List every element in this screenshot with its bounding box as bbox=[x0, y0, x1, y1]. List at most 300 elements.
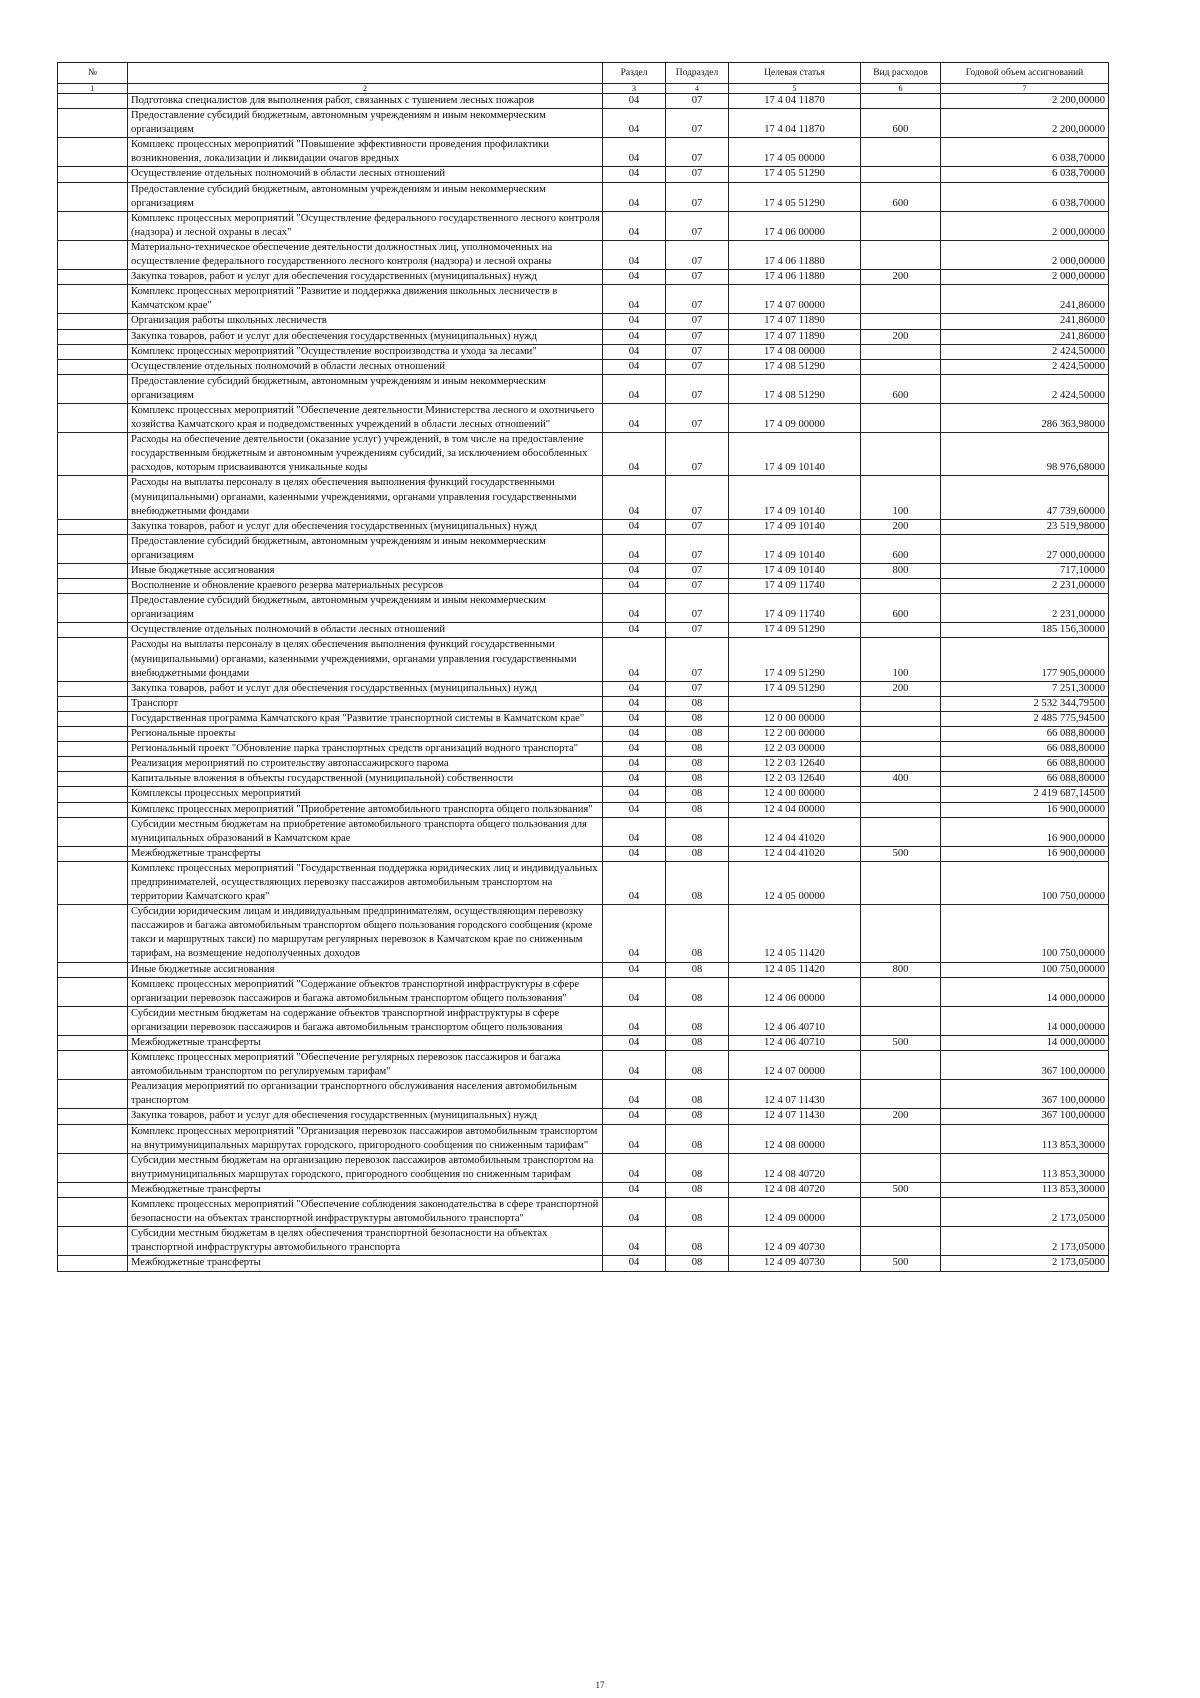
row-number bbox=[58, 240, 128, 269]
row-expense-type bbox=[861, 727, 941, 742]
row-name: Капитальные вложения в объекты государственной (муниципальной) собственности bbox=[128, 772, 603, 787]
row-section: 04 bbox=[603, 374, 666, 403]
row-subsection: 08 bbox=[666, 1080, 729, 1109]
row-name: Региональные проекты bbox=[128, 727, 603, 742]
row-target-item: 17 4 06 11880 bbox=[729, 270, 861, 285]
row-name: Закупка товаров, работ и услуг для обеспечения государственных (муниципальных) нужд bbox=[128, 681, 603, 696]
row-amount: 66 088,80000 bbox=[941, 772, 1109, 787]
row-number bbox=[58, 1051, 128, 1080]
row-name: Закупка товаров, работ и услуг для обеспечения государственных (муниципальных) нужд bbox=[128, 519, 603, 534]
table-row bbox=[58, 240, 1109, 269]
row-expense-type: 800 bbox=[861, 564, 941, 579]
table-row bbox=[58, 1227, 1109, 1256]
row-section: 04 bbox=[603, 138, 666, 167]
row-expense-type bbox=[861, 240, 941, 269]
row-amount: 2 000,00000 bbox=[941, 240, 1109, 269]
row-subsection: 08 bbox=[666, 1051, 729, 1080]
row-number bbox=[58, 94, 128, 109]
row-amount: 14 000,00000 bbox=[941, 977, 1109, 1006]
row-section: 04 bbox=[603, 314, 666, 329]
row-expense-type bbox=[861, 403, 941, 432]
row-name: Комплекс процессных мероприятий "Обеспечение соблюдения законодательства в сфере транспортной безопасности на объектах транспортной инфраструктуры автомобильного транспорта" bbox=[128, 1198, 603, 1227]
row-section: 04 bbox=[603, 846, 666, 861]
row-name: Межбюджетные трансферты bbox=[128, 846, 603, 861]
table-row bbox=[58, 534, 1109, 563]
row-name: Расходы на обеспечение деятельности (оказание услуг) учреждений, в том числе на предоставление государственным бюджетным и автономным учреждениям субсидий, за исключением обособленных расходов, которым присваиваются уникальные коды bbox=[128, 433, 603, 476]
row-expense-type: 100 bbox=[861, 638, 941, 681]
row-target-item: 12 4 05 00000 bbox=[729, 861, 861, 904]
row-target-item: 17 4 05 00000 bbox=[729, 138, 861, 167]
row-subsection: 07 bbox=[666, 534, 729, 563]
row-number bbox=[58, 374, 128, 403]
row-amount: 98 976,68000 bbox=[941, 433, 1109, 476]
row-subsection: 08 bbox=[666, 1198, 729, 1227]
header-col-number-4: 4 bbox=[666, 84, 729, 94]
row-amount: 16 900,00000 bbox=[941, 817, 1109, 846]
row-target-item: 17 4 09 00000 bbox=[729, 403, 861, 432]
table-row bbox=[58, 476, 1109, 519]
row-name: Закупка товаров, работ и услуг для обеспечения государственных (муниципальных) нужд bbox=[128, 270, 603, 285]
row-number bbox=[58, 977, 128, 1006]
row-subsection: 07 bbox=[666, 182, 729, 211]
row-number bbox=[58, 564, 128, 579]
row-subsection: 08 bbox=[666, 757, 729, 772]
table-row bbox=[58, 594, 1109, 623]
row-amount: 16 900,00000 bbox=[941, 802, 1109, 817]
row-amount: 23 519,98000 bbox=[941, 519, 1109, 534]
row-number bbox=[58, 1153, 128, 1182]
table-row bbox=[58, 861, 1109, 904]
row-amount: 6 038,70000 bbox=[941, 182, 1109, 211]
row-expense-type bbox=[861, 344, 941, 359]
row-amount: 2 419 687,14500 bbox=[941, 787, 1109, 802]
row-number bbox=[58, 802, 128, 817]
budget-allocation-table bbox=[57, 62, 1109, 1272]
header-col-number-7: 7 bbox=[941, 84, 1109, 94]
row-name: Субсидии местным бюджетам в целях обеспечения транспортной безопасности на объектах транспортной инфраструктуры автомобильного транспорта bbox=[128, 1227, 603, 1256]
row-target-item: 17 4 08 51290 bbox=[729, 359, 861, 374]
row-subsection: 08 bbox=[666, 1124, 729, 1153]
row-section: 04 bbox=[603, 696, 666, 711]
row-expense-type: 600 bbox=[861, 109, 941, 138]
row-section: 04 bbox=[603, 579, 666, 594]
row-expense-type bbox=[861, 742, 941, 757]
row-amount: 100 750,00000 bbox=[941, 962, 1109, 977]
row-name: Реализация мероприятий по строительству автопассажирского парома bbox=[128, 757, 603, 772]
row-section: 04 bbox=[603, 802, 666, 817]
row-target-item: 12 2 03 12640 bbox=[729, 772, 861, 787]
row-expense-type bbox=[861, 1198, 941, 1227]
row-expense-type bbox=[861, 1051, 941, 1080]
row-number bbox=[58, 1227, 128, 1256]
row-number bbox=[58, 1109, 128, 1124]
row-expense-type: 800 bbox=[861, 962, 941, 977]
row-number bbox=[58, 1256, 128, 1271]
row-section: 04 bbox=[603, 905, 666, 962]
table-row bbox=[58, 1080, 1109, 1109]
row-number bbox=[58, 1182, 128, 1197]
table-row bbox=[58, 817, 1109, 846]
table-row bbox=[58, 579, 1109, 594]
row-name: Расходы на выплаты персоналу в целях обеспечения выполнения функций государственными (муниципальными) органами, казенными учреждениями, органами управления государственными внебюджетными фондами bbox=[128, 638, 603, 681]
row-number bbox=[58, 314, 128, 329]
row-target-item: 17 4 09 10140 bbox=[729, 476, 861, 519]
row-amount: 66 088,80000 bbox=[941, 757, 1109, 772]
row-subsection: 07 bbox=[666, 344, 729, 359]
row-amount: 6 038,70000 bbox=[941, 167, 1109, 182]
row-amount: 2 000,00000 bbox=[941, 270, 1109, 285]
row-target-item: 17 4 07 00000 bbox=[729, 285, 861, 314]
table-row bbox=[58, 696, 1109, 711]
row-subsection: 07 bbox=[666, 329, 729, 344]
row-target-item: 12 4 04 00000 bbox=[729, 802, 861, 817]
header-annual-amount: Годовой объем ассигнований bbox=[941, 63, 1109, 84]
budget-table-sheet bbox=[57, 62, 1108, 1272]
row-subsection: 08 bbox=[666, 1182, 729, 1197]
row-number bbox=[58, 817, 128, 846]
row-name: Комплекс процессных мероприятий "Обеспечение деятельности Министерства лесного и охотничьего хозяйства Камчатского края и подведомственных учреждений в области лесных отношений" bbox=[128, 403, 603, 432]
row-name: Иные бюджетные ассигнования bbox=[128, 564, 603, 579]
table-row bbox=[58, 711, 1109, 726]
header-target-item: Целевая статья bbox=[729, 63, 861, 84]
row-amount: 286 363,98000 bbox=[941, 403, 1109, 432]
row-name: Подготовка специалистов для выполнения работ, связанных с тушением лесных пожаров bbox=[128, 94, 603, 109]
row-amount: 113 853,30000 bbox=[941, 1124, 1109, 1153]
row-name: Межбюджетные трансферты bbox=[128, 1036, 603, 1051]
header-col-number-6: 6 bbox=[861, 84, 941, 94]
row-section: 04 bbox=[603, 1036, 666, 1051]
row-subsection: 08 bbox=[666, 1256, 729, 1271]
row-number bbox=[58, 681, 128, 696]
row-section: 04 bbox=[603, 109, 666, 138]
row-section: 04 bbox=[603, 564, 666, 579]
row-amount: 100 750,00000 bbox=[941, 861, 1109, 904]
row-target-item: 17 4 06 00000 bbox=[729, 211, 861, 240]
table-row bbox=[58, 109, 1109, 138]
row-name: Межбюджетные трансферты bbox=[128, 1182, 603, 1197]
row-section: 04 bbox=[603, 285, 666, 314]
row-amount: 2 532 344,79500 bbox=[941, 696, 1109, 711]
row-section: 04 bbox=[603, 1124, 666, 1153]
row-name: Закупка товаров, работ и услуг для обеспечения государственных (муниципальных) нужд bbox=[128, 1109, 603, 1124]
table-row bbox=[58, 94, 1109, 109]
row-target-item: 12 4 09 40730 bbox=[729, 1227, 861, 1256]
row-number bbox=[58, 638, 128, 681]
row-subsection: 07 bbox=[666, 476, 729, 519]
table-row bbox=[58, 329, 1109, 344]
row-expense-type bbox=[861, 138, 941, 167]
row-expense-type bbox=[861, 167, 941, 182]
row-section: 04 bbox=[603, 623, 666, 638]
table-header bbox=[58, 63, 1109, 94]
row-target-item: 12 4 04 41020 bbox=[729, 817, 861, 846]
row-section: 04 bbox=[603, 787, 666, 802]
row-number bbox=[58, 787, 128, 802]
row-amount: 2 231,00000 bbox=[941, 579, 1109, 594]
row-expense-type bbox=[861, 211, 941, 240]
row-subsection: 07 bbox=[666, 433, 729, 476]
row-number bbox=[58, 772, 128, 787]
row-subsection: 07 bbox=[666, 94, 729, 109]
row-section: 04 bbox=[603, 1109, 666, 1124]
row-target-item: 12 4 09 00000 bbox=[729, 1198, 861, 1227]
row-number bbox=[58, 1080, 128, 1109]
table-row bbox=[58, 1006, 1109, 1035]
row-target-item: 17 4 04 11870 bbox=[729, 109, 861, 138]
row-target-item: 17 4 09 10140 bbox=[729, 534, 861, 563]
row-name: Предоставление субсидий бюджетным, автономным учреждениям и иным некоммерческим организациям bbox=[128, 534, 603, 563]
row-subsection: 08 bbox=[666, 817, 729, 846]
row-name: Иные бюджетные ассигнования bbox=[128, 962, 603, 977]
row-target-item: 17 4 09 10140 bbox=[729, 433, 861, 476]
row-name: Межбюджетные трансферты bbox=[128, 1256, 603, 1271]
row-target-item: 17 4 09 51290 bbox=[729, 681, 861, 696]
row-expense-type bbox=[861, 94, 941, 109]
row-section: 04 bbox=[603, 681, 666, 696]
row-amount: 2 200,00000 bbox=[941, 109, 1109, 138]
row-subsection: 08 bbox=[666, 742, 729, 757]
row-target-item: 17 4 09 51290 bbox=[729, 623, 861, 638]
row-section: 04 bbox=[603, 1153, 666, 1182]
table-row bbox=[58, 802, 1109, 817]
row-target-item: 12 4 07 11430 bbox=[729, 1080, 861, 1109]
row-expense-type: 200 bbox=[861, 270, 941, 285]
table-row bbox=[58, 727, 1109, 742]
row-number bbox=[58, 534, 128, 563]
row-expense-type: 600 bbox=[861, 374, 941, 403]
table-row bbox=[58, 1198, 1109, 1227]
row-target-item: 17 4 07 11890 bbox=[729, 314, 861, 329]
row-amount: 367 100,00000 bbox=[941, 1051, 1109, 1080]
row-amount: 66 088,80000 bbox=[941, 727, 1109, 742]
row-subsection: 08 bbox=[666, 1227, 729, 1256]
row-name: Комплекс процессных мероприятий "Содержание объектов транспортной инфраструктуры в сфере организации перевозок пассажиров и багажа автомобильным транспортом общего пользования" bbox=[128, 977, 603, 1006]
row-expense-type: 600 bbox=[861, 534, 941, 563]
row-name: Комплекс процессных мероприятий "Обеспечение регулярных перевозок пассажиров и багажа автомобильным транспортом по регулируемым тарифам" bbox=[128, 1051, 603, 1080]
table-row bbox=[58, 962, 1109, 977]
table-row bbox=[58, 742, 1109, 757]
row-expense-type bbox=[861, 623, 941, 638]
row-expense-type: 600 bbox=[861, 594, 941, 623]
row-name: Восполнение и обновление краевого резерва материальных ресурсов bbox=[128, 579, 603, 594]
row-expense-type: 200 bbox=[861, 681, 941, 696]
row-target-item: 12 2 03 12640 bbox=[729, 757, 861, 772]
row-target-item: 12 4 07 00000 bbox=[729, 1051, 861, 1080]
row-expense-type bbox=[861, 861, 941, 904]
row-target-item: 12 4 07 11430 bbox=[729, 1109, 861, 1124]
row-name: Предоставление субсидий бюджетным, автономным учреждениям и иным некоммерческим организациям bbox=[128, 109, 603, 138]
row-name: Региональный проект "Обновление парка транспортных средств организаций водного транспорта" bbox=[128, 742, 603, 757]
row-target-item: 17 4 09 11740 bbox=[729, 594, 861, 623]
row-name: Субсидии местным бюджетам на организацию перевозок пассажиров автомобильным транспортом на внутримуниципальных маршрутах городского, пригородного сообщения по сниженным тарифам bbox=[128, 1153, 603, 1182]
header-subsection: Подраздел bbox=[666, 63, 729, 84]
row-name: Комплекс процессных мероприятий "Развитие и поддержка движения школьных лесничеств в Камчатском крае" bbox=[128, 285, 603, 314]
row-expense-type bbox=[861, 817, 941, 846]
row-subsection: 07 bbox=[666, 519, 729, 534]
row-amount: 367 100,00000 bbox=[941, 1109, 1109, 1124]
row-number bbox=[58, 138, 128, 167]
row-subsection: 07 bbox=[666, 374, 729, 403]
table-row bbox=[58, 564, 1109, 579]
row-section: 04 bbox=[603, 94, 666, 109]
row-subsection: 08 bbox=[666, 727, 729, 742]
row-amount: 14 000,00000 bbox=[941, 1036, 1109, 1051]
table-row bbox=[58, 138, 1109, 167]
row-subsection: 08 bbox=[666, 962, 729, 977]
table-row bbox=[58, 519, 1109, 534]
row-amount: 717,10000 bbox=[941, 564, 1109, 579]
header-name bbox=[128, 63, 603, 84]
row-section: 04 bbox=[603, 329, 666, 344]
row-subsection: 07 bbox=[666, 138, 729, 167]
header-col-number-2: 2 bbox=[128, 84, 603, 94]
row-subsection: 08 bbox=[666, 977, 729, 1006]
row-subsection: 07 bbox=[666, 285, 729, 314]
row-expense-type bbox=[861, 285, 941, 314]
row-name: Комплекс процессных мероприятий "Осуществление федерального государственного лесного контроля (надзора) и лесной охраны в лесах" bbox=[128, 211, 603, 240]
row-number bbox=[58, 476, 128, 519]
row-target-item: 12 4 05 11420 bbox=[729, 905, 861, 962]
row-name: Осуществление отдельных полномочий в области лесных отношений bbox=[128, 167, 603, 182]
row-section: 04 bbox=[603, 1182, 666, 1197]
table-row bbox=[58, 757, 1109, 772]
row-number bbox=[58, 403, 128, 432]
row-subsection: 08 bbox=[666, 1153, 729, 1182]
row-number bbox=[58, 696, 128, 711]
row-target-item: 12 4 08 40720 bbox=[729, 1182, 861, 1197]
row-expense-type: 500 bbox=[861, 1182, 941, 1197]
row-number bbox=[58, 905, 128, 962]
row-subsection: 07 bbox=[666, 211, 729, 240]
table-row bbox=[58, 270, 1109, 285]
row-expense-type bbox=[861, 977, 941, 1006]
table-row bbox=[58, 314, 1109, 329]
row-target-item: 12 4 00 00000 bbox=[729, 787, 861, 802]
row-subsection: 07 bbox=[666, 623, 729, 638]
table-row bbox=[58, 1124, 1109, 1153]
row-section: 04 bbox=[603, 861, 666, 904]
row-name: Субсидии местным бюджетам на приобретение автомобильного транспорта общего пользования для муниципальных образований в Камчатском крае bbox=[128, 817, 603, 846]
row-target-item: 12 4 05 11420 bbox=[729, 962, 861, 977]
row-section: 04 bbox=[603, 1051, 666, 1080]
row-target-item: 17 4 05 51290 bbox=[729, 167, 861, 182]
row-section: 04 bbox=[603, 1006, 666, 1035]
row-target-item: 12 0 00 00000 bbox=[729, 711, 861, 726]
row-section: 04 bbox=[603, 977, 666, 1006]
row-name: Организация работы школьных лесничеств bbox=[128, 314, 603, 329]
row-amount: 367 100,00000 bbox=[941, 1080, 1109, 1109]
row-section: 04 bbox=[603, 211, 666, 240]
row-number bbox=[58, 109, 128, 138]
table-row bbox=[58, 1153, 1109, 1182]
row-expense-type bbox=[861, 757, 941, 772]
row-section: 04 bbox=[603, 772, 666, 787]
row-number bbox=[58, 167, 128, 182]
table-row bbox=[58, 681, 1109, 696]
row-number bbox=[58, 861, 128, 904]
row-expense-type bbox=[861, 1124, 941, 1153]
row-number bbox=[58, 962, 128, 977]
header-expense-type: Вид расходов bbox=[861, 63, 941, 84]
table-row bbox=[58, 787, 1109, 802]
row-amount: 2 173,05000 bbox=[941, 1227, 1109, 1256]
row-expense-type: 600 bbox=[861, 182, 941, 211]
row-subsection: 08 bbox=[666, 861, 729, 904]
row-amount: 47 739,60000 bbox=[941, 476, 1109, 519]
row-target-item: 12 4 06 40710 bbox=[729, 1006, 861, 1035]
header-section: Раздел bbox=[603, 63, 666, 84]
row-section: 04 bbox=[603, 817, 666, 846]
row-subsection: 08 bbox=[666, 846, 729, 861]
row-subsection: 07 bbox=[666, 403, 729, 432]
row-number bbox=[58, 270, 128, 285]
row-name: Комплекс процессных мероприятий "Осуществление воспроизводства и ухода за лесами" bbox=[128, 344, 603, 359]
row-target-item: 12 2 00 00000 bbox=[729, 727, 861, 742]
row-target-item: 17 4 08 00000 bbox=[729, 344, 861, 359]
row-expense-type: 500 bbox=[861, 1036, 941, 1051]
row-number bbox=[58, 1006, 128, 1035]
row-number bbox=[58, 182, 128, 211]
row-subsection: 08 bbox=[666, 711, 729, 726]
row-expense-type bbox=[861, 314, 941, 329]
row-number bbox=[58, 846, 128, 861]
row-section: 04 bbox=[603, 270, 666, 285]
row-amount: 2 173,05000 bbox=[941, 1198, 1109, 1227]
row-section: 04 bbox=[603, 534, 666, 563]
row-number bbox=[58, 519, 128, 534]
row-amount: 14 000,00000 bbox=[941, 1006, 1109, 1035]
row-expense-type bbox=[861, 1080, 941, 1109]
row-expense-type: 500 bbox=[861, 1256, 941, 1271]
table-row bbox=[58, 977, 1109, 1006]
row-expense-type: 200 bbox=[861, 519, 941, 534]
row-section: 04 bbox=[603, 182, 666, 211]
row-amount: 2 424,50000 bbox=[941, 359, 1109, 374]
row-subsection: 08 bbox=[666, 802, 729, 817]
row-section: 04 bbox=[603, 742, 666, 757]
row-name: Предоставление субсидий бюджетным, автономным учреждениям и иным некоммерческим организациям bbox=[128, 374, 603, 403]
row-section: 04 bbox=[603, 962, 666, 977]
row-amount: 16 900,00000 bbox=[941, 846, 1109, 861]
row-expense-type bbox=[861, 787, 941, 802]
row-subsection: 08 bbox=[666, 905, 729, 962]
row-section: 04 bbox=[603, 1080, 666, 1109]
row-number bbox=[58, 742, 128, 757]
row-section: 04 bbox=[603, 344, 666, 359]
table-row bbox=[58, 1036, 1109, 1051]
row-section: 04 bbox=[603, 711, 666, 726]
row-name: Осуществление отдельных полномочий в области лесных отношений bbox=[128, 359, 603, 374]
row-subsection: 07 bbox=[666, 594, 729, 623]
row-name: Материально-техническое обеспечение деятельности должностных лиц, уполномоченных на осуществление федерального государственного лесного контроля (надзора) и лесной охраны bbox=[128, 240, 603, 269]
row-target-item: 17 4 09 51290 bbox=[729, 638, 861, 681]
row-expense-type: 500 bbox=[861, 846, 941, 861]
row-subsection: 07 bbox=[666, 638, 729, 681]
table-row bbox=[58, 433, 1109, 476]
row-expense-type bbox=[861, 1153, 941, 1182]
row-amount: 241,86000 bbox=[941, 314, 1109, 329]
row-amount: 2 485 775,94500 bbox=[941, 711, 1109, 726]
row-target-item: 17 4 09 11740 bbox=[729, 579, 861, 594]
row-name: Государственная программа Камчатского края "Развитие транспортной системы в Камчатском крае" bbox=[128, 711, 603, 726]
row-section: 04 bbox=[603, 433, 666, 476]
row-amount: 177 905,00000 bbox=[941, 638, 1109, 681]
row-expense-type: 100 bbox=[861, 476, 941, 519]
row-number bbox=[58, 623, 128, 638]
row-target-item: 17 4 08 51290 bbox=[729, 374, 861, 403]
row-name: Комплекс процессных мероприятий "Государственная поддержка юридических лиц и индивидуальных предпринимателей, осуществляющих перевозку пассажиров автомобильным транспортом на территории Камчатского края" bbox=[128, 861, 603, 904]
row-target-item: 17 4 04 11870 bbox=[729, 94, 861, 109]
